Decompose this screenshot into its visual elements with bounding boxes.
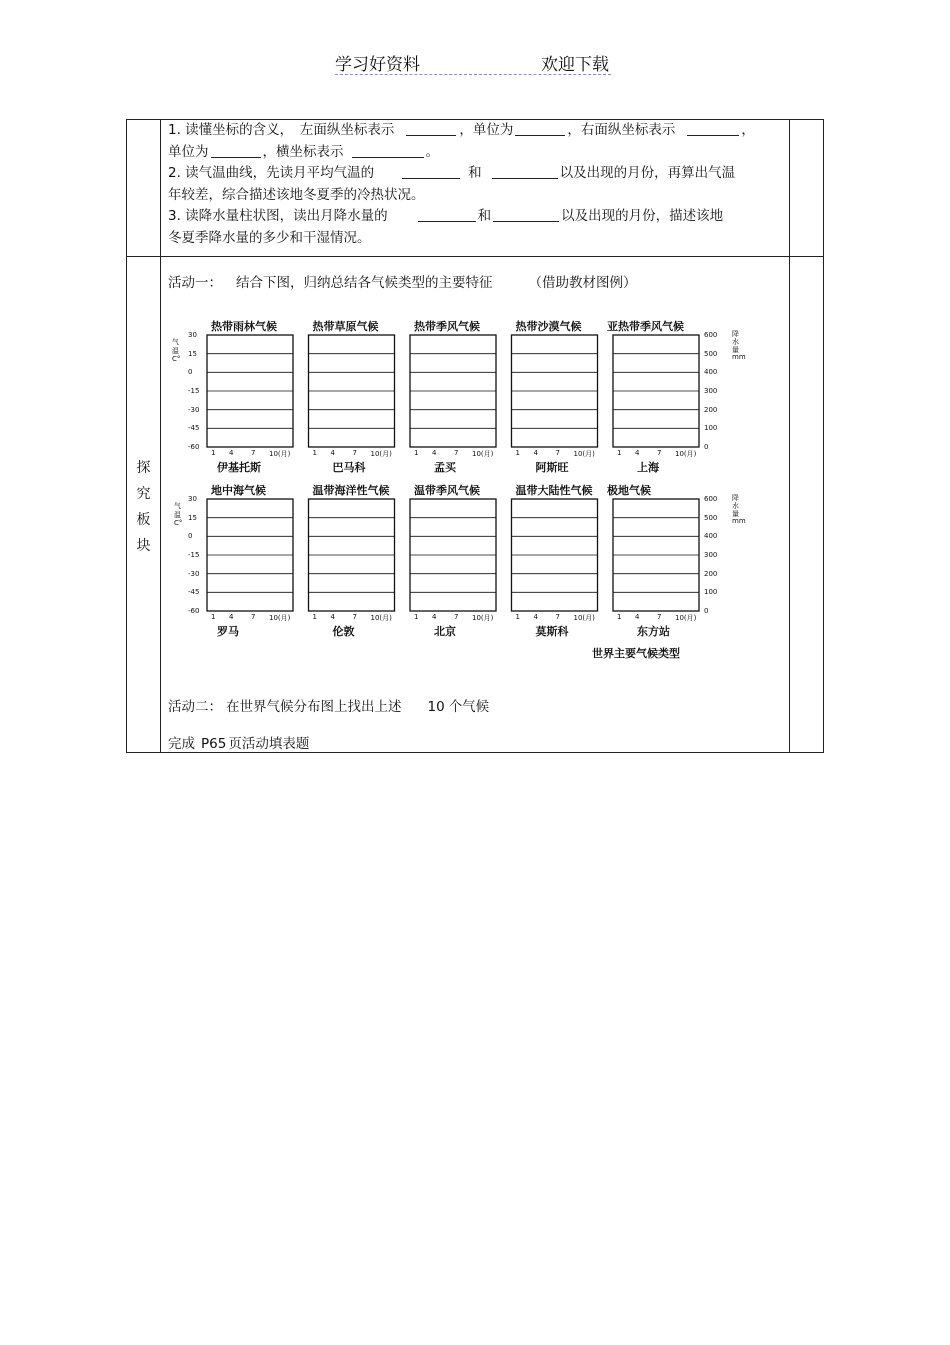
month-tick: 10(月) [472, 614, 494, 622]
climate-title: 热带草原气候 [312, 320, 379, 333]
precip-tick: 100 [704, 588, 718, 597]
temp-tick: -30 [188, 405, 200, 414]
precip-axis-label: 量 [732, 510, 739, 518]
climate-title: 地中海气候 [211, 484, 266, 497]
month-tick: 7 [454, 613, 459, 621]
month-tick: 7 [251, 449, 256, 457]
precip-tick: 600 [704, 495, 718, 503]
month-tick: 7 [352, 613, 357, 621]
climate-figure [164, 313, 764, 665]
city-label: 伊基托斯 [217, 461, 261, 474]
month-tick: 4 [330, 613, 335, 621]
month-tick: 10(月) [370, 450, 392, 458]
month-tick: 1 [211, 449, 216, 457]
month-tick: 4 [635, 449, 640, 457]
precip-axis-label: 降 [732, 330, 739, 338]
climate-title: 极地气候 [607, 484, 651, 497]
blank-temp-min[interactable] [492, 164, 558, 179]
precip-tick: 0 [704, 607, 709, 615]
city-label: 伦敦 [332, 625, 355, 638]
figure-caption: 世界主要气候类型 [592, 647, 680, 660]
blank-x-axis[interactable] [352, 143, 424, 158]
climate-title: 热带雨林气候 [211, 320, 277, 333]
month-tick: 7 [454, 449, 459, 457]
precip-axis-label: 水 [732, 338, 739, 346]
city-label: 北京 [434, 625, 456, 638]
month-tick: 10(月) [573, 450, 595, 458]
precip-tick: 400 [704, 532, 718, 541]
header-right: 欢迎下载 [541, 55, 609, 75]
temp-axis-label: 气 [172, 338, 179, 346]
blank-temp-max[interactable] [402, 164, 460, 179]
blank-left-axis[interactable] [406, 121, 456, 136]
activity-cell: 活动一： 结合下图，归纳总结各气候类型的主要特征 （借助教材图例） 热带雨林气候 1 4 7 10(月) 伊基托斯 热带草原气候 1 4 7 10(月) 巴马科 热带季风气候 1 4 7 10(月) 孟买 热带沙漠气候 1 4 7 10(月) 阿斯旺 亚热带季风气候 1 4 7 10(月) 上海 地中海气候 1 4 7 10(月) 罗马 温带海洋性气候 1 4 7 10(月) 伦敦 温带季风气候 1 4 7 10(月) 北京 温带大陆性气候 1 4 7 10(月) 莫斯科 极地气候 1 4 7 10(月) 东方站 气 温 C° 30 15 0 -15 -30 -45 -60 600 500 400 300 200 100 0 降 水 量 mm 气 温 C° 30 15 0 -15 -30 -45 -60 600 500 400 300 200 100 0 降 水 量 mm 世界主要气候类型 活动二： 在世界气候分布图上找出上述 10 个气候 完成 P65 页活动填表题 [161, 257, 790, 753]
precip-axis-label: 降 [732, 494, 739, 502]
city-label: 罗马 [217, 625, 239, 638]
precip-axis-label: 量 [732, 346, 739, 354]
temp-tick: 30 [188, 495, 197, 503]
month-tick: 7 [657, 613, 662, 621]
month-tick: 1 [515, 449, 520, 457]
month-tick: 10(月) [675, 450, 697, 458]
month-tick: 10(月) [370, 614, 392, 622]
climate-title: 温带季风气候 [414, 484, 480, 497]
month-tick: 7 [251, 613, 256, 621]
month-tick: 4 [330, 449, 335, 457]
climate-title: 热带季风气候 [414, 320, 480, 333]
blank-precip-min[interactable] [493, 207, 559, 222]
month-tick: 10(月) [269, 614, 291, 622]
temp-tick: -15 [188, 551, 200, 559]
precip-tick: 300 [704, 387, 718, 395]
header-left: 学习好资料 [335, 55, 420, 75]
city-label: 巴马科 [332, 461, 366, 474]
month-tick: 7 [555, 449, 560, 457]
temp-tick: 0 [188, 532, 193, 541]
temp-tick: -30 [188, 569, 200, 578]
month-tick: 10(月) [573, 614, 595, 622]
precip-tick: 0 [704, 443, 709, 451]
month-tick: 4 [533, 449, 538, 457]
temp-tick: 15 [188, 349, 197, 358]
city-label: 孟买 [434, 461, 456, 474]
climate-title: 亚热带季风气候 [607, 320, 684, 333]
section-label-cell: 探 究 板 块 [127, 257, 161, 753]
month-tick: 1 [617, 449, 622, 457]
temp-axis-label: 温 [174, 511, 181, 519]
temp-tick: -45 [188, 588, 200, 597]
month-tick: 10(月) [675, 614, 697, 622]
temp-axis-label: C° [174, 519, 183, 527]
temp-axis-label: 气 [174, 502, 181, 510]
month-tick: 1 [617, 613, 622, 621]
month-tick: 1 [414, 613, 419, 621]
climate-title: 温带海洋性气候 [312, 484, 390, 497]
month-tick: 4 [432, 613, 437, 621]
month-tick: 1 [312, 613, 317, 621]
temp-tick: -60 [188, 443, 200, 451]
month-tick: 4 [229, 613, 234, 621]
temp-tick: -15 [188, 387, 200, 395]
blank-right-axis[interactable] [687, 121, 739, 136]
month-tick: 4 [432, 449, 437, 457]
precip-tick: 300 [704, 551, 718, 559]
precip-axis-label: 水 [732, 502, 739, 510]
month-tick: 1 [414, 449, 419, 457]
climate-title: 温带大陆性气候 [515, 484, 593, 497]
precip-tick: 600 [704, 331, 718, 339]
precip-tick: 200 [704, 569, 718, 578]
temp-axis-label: 温 [172, 347, 179, 355]
page-header [335, 48, 611, 75]
month-tick: 1 [211, 613, 216, 621]
month-tick: 7 [555, 613, 560, 621]
temp-tick: -60 [188, 607, 200, 615]
temp-tick: -45 [188, 424, 200, 433]
blank-precip-max[interactable] [418, 207, 476, 222]
precip-tick: 200 [704, 405, 718, 414]
city-label: 上海 [637, 461, 659, 474]
temp-axis-label: C° [172, 355, 181, 363]
month-tick: 10(月) [269, 450, 291, 458]
precip-tick: 400 [704, 368, 718, 377]
intro-cell: 1. 读懂坐标的含义， 左面纵坐标表示 ，单位为 ，右面纵坐标表示 ， 单位为 ，横坐标表示 。 2. 读气温曲线，先读月平均气温的 和 以及出现的月份，再算出气温 年较差，综合描述该地冬夏季的冷热状况。 3. 读降水量柱状图，读出月降水量的 和 以及出现的月份，描述该地 冬夏季降水量的多少和干湿情况。 [161, 120, 790, 257]
month-tick: 4 [229, 449, 234, 457]
month-tick: 7 [352, 449, 357, 457]
city-label: 莫斯科 [535, 625, 569, 638]
month-tick: 1 [515, 613, 520, 621]
activity-right-cell [790, 257, 824, 753]
climate-title: 热带沙漠气候 [515, 320, 582, 333]
precip-axis-label: mm [732, 517, 746, 525]
intro-right-cell [790, 120, 824, 257]
temp-tick: 15 [188, 513, 197, 522]
temp-tick: 30 [188, 331, 197, 339]
month-tick: 1 [312, 449, 317, 457]
month-tick: 7 [657, 449, 662, 457]
month-tick: 4 [635, 613, 640, 621]
temp-tick: 0 [188, 368, 193, 377]
city-label: 阿斯旺 [535, 461, 569, 474]
intro-left-cell [127, 120, 161, 257]
month-tick: 4 [533, 613, 538, 621]
month-tick: 10(月) [472, 450, 494, 458]
precip-tick: 100 [704, 424, 718, 433]
blank-left-unit[interactable] [515, 121, 565, 136]
precip-tick: 500 [704, 513, 718, 522]
precip-tick: 500 [704, 349, 718, 358]
blank-right-unit[interactable] [211, 143, 261, 158]
city-label: 东方站 [637, 625, 670, 638]
precip-axis-label: mm [732, 353, 746, 361]
worksheet-table [126, 119, 824, 753]
